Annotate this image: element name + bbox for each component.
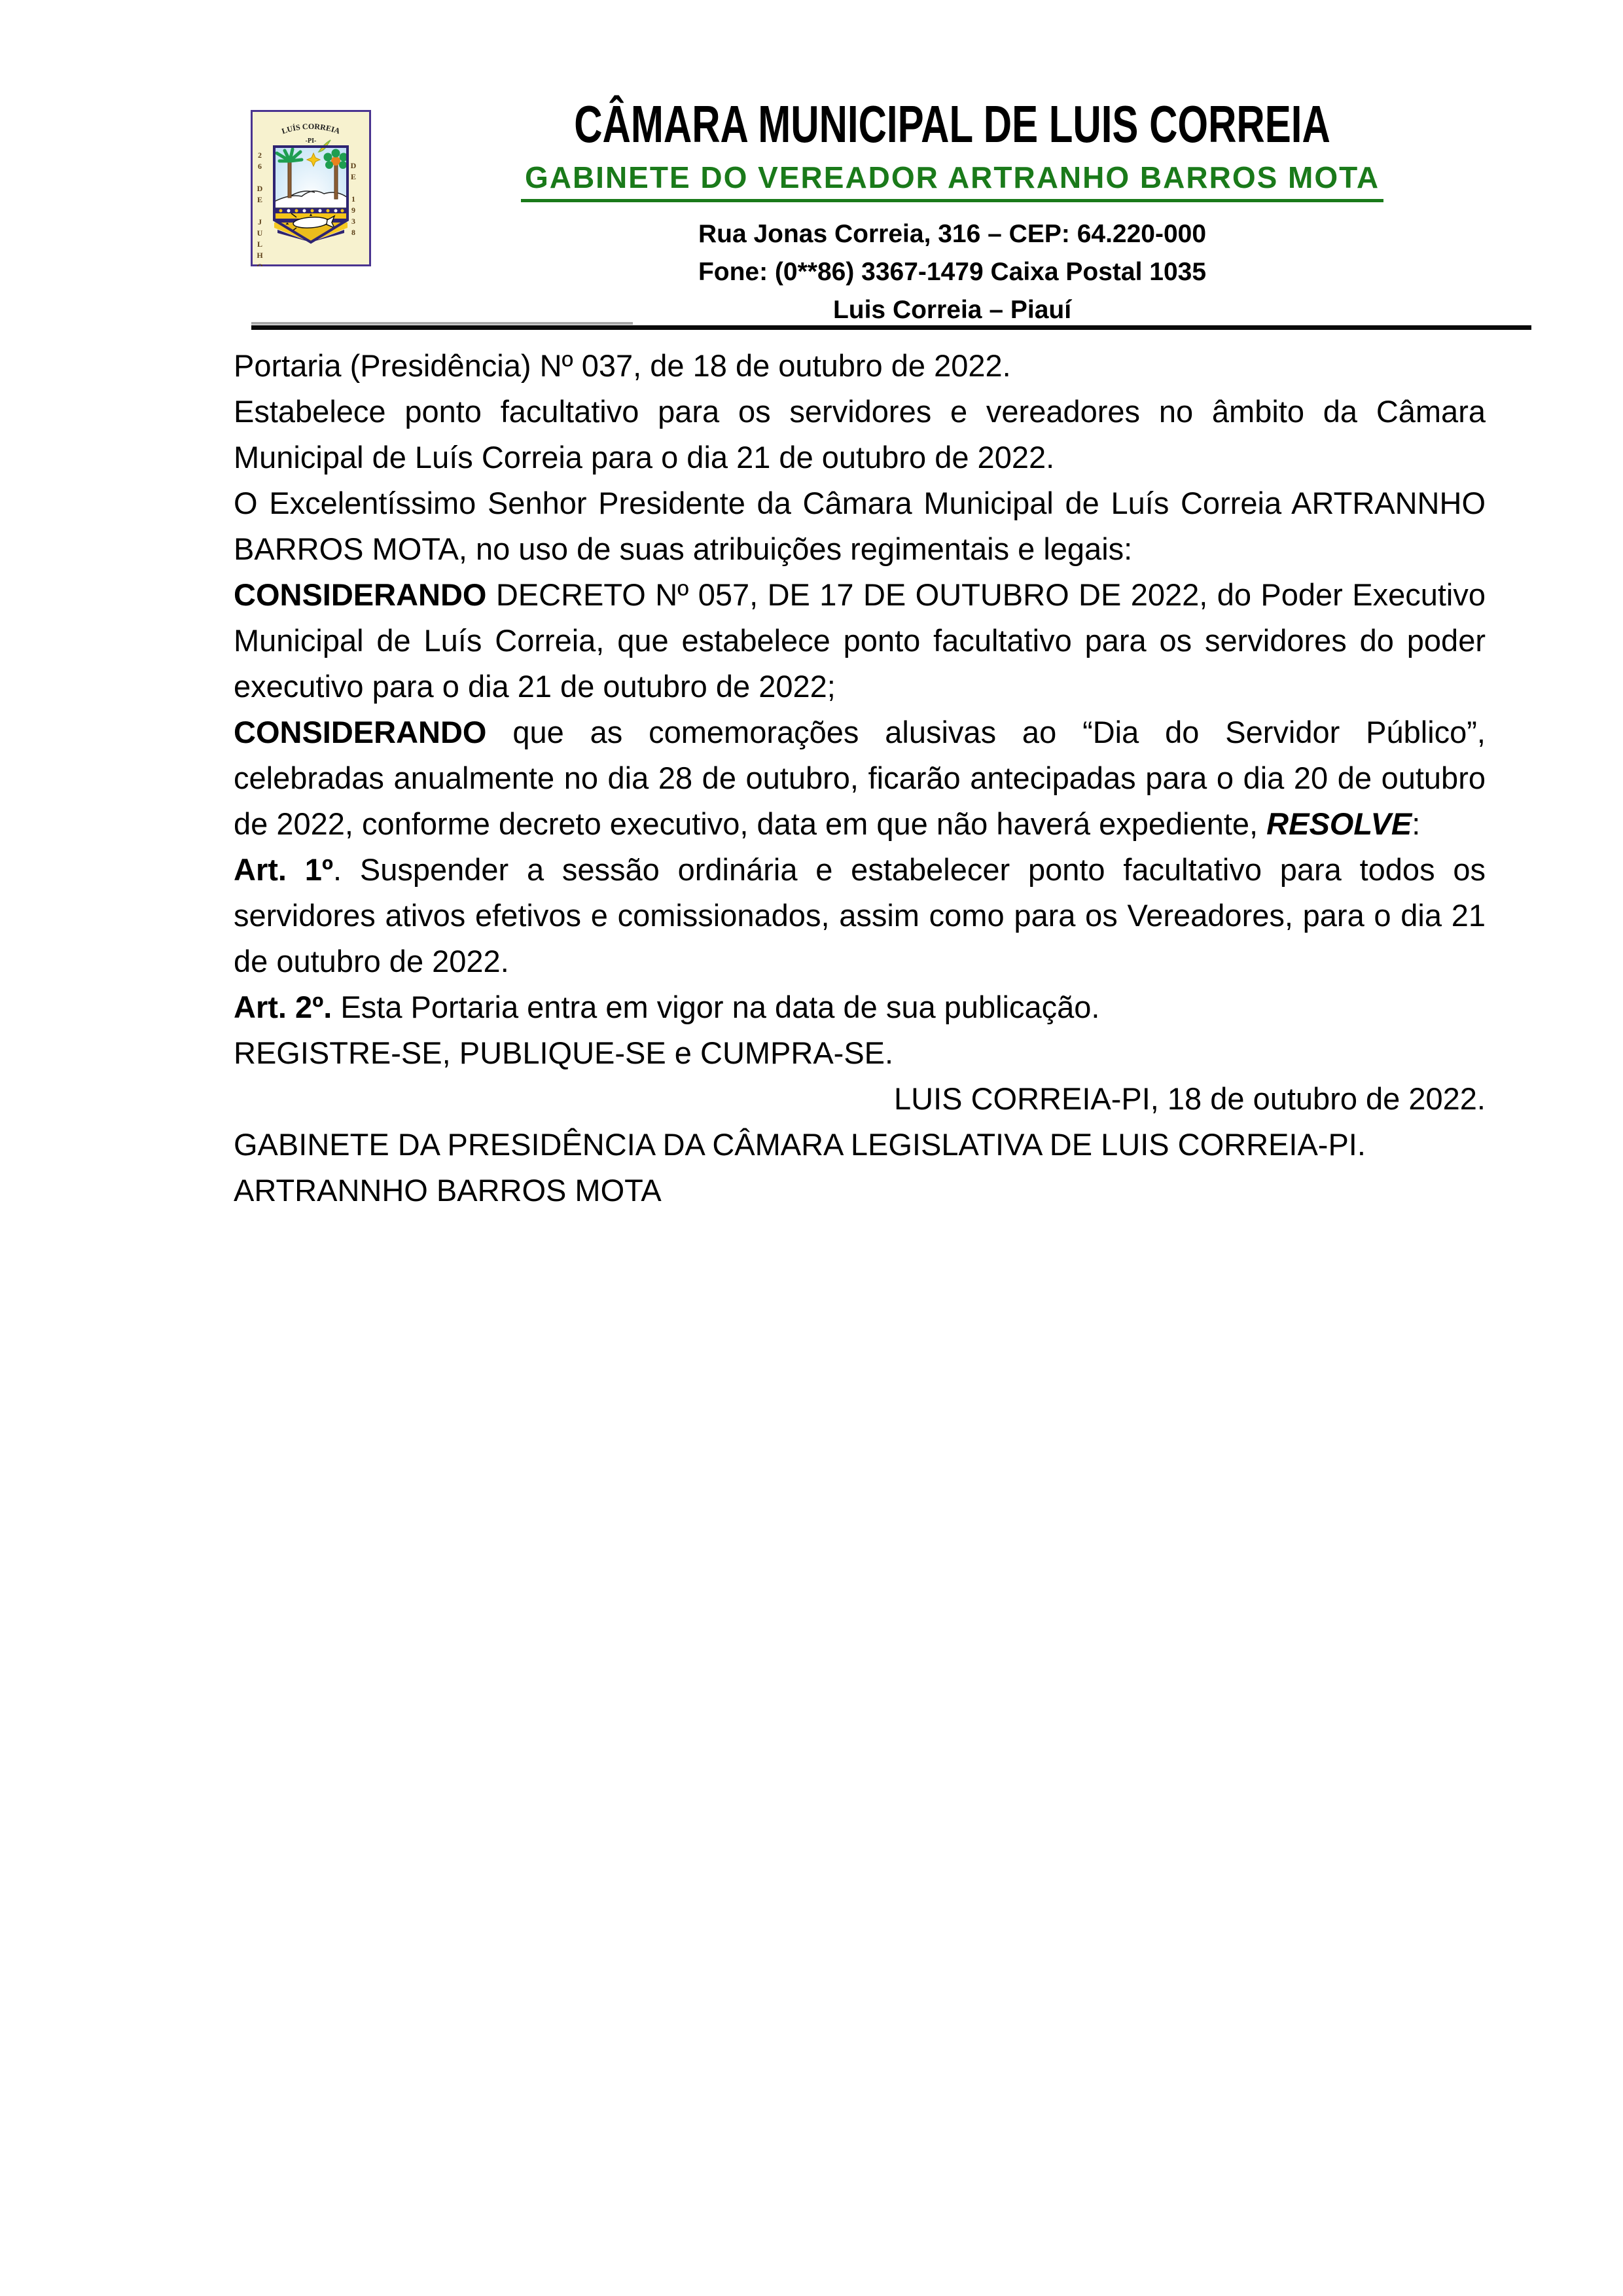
text-run: CONSIDERANDO bbox=[234, 577, 487, 612]
paragraph-considerando-1 bbox=[234, 572, 1486, 709]
text-run: . Suspender a sessão ordinária e estabelecer ponto facultativo para todos os servidores ativos efetivos e comissionados, assim como para os Vereadores, para o dia 21 de outubro de 2022. bbox=[234, 852, 1486, 978]
signature-name: ARTRANNHO BARROS MOTA bbox=[234, 1173, 662, 1208]
text-run: DECRETO Nº 057, DE 17 DE OUTUBRO DE 2022, do Poder Executivo Municipal de Luís Correia, que estabelece ponto facultativo para os servidores do poder executivo para o dia 21 de outubro de 2022; bbox=[234, 577, 1486, 704]
summary-indented-block: Estabelece ponto facultativo para os servidores e vereadores no âmbito da Câmara Municipal de Luís Correia para o dia 21 de outubro de 2022. bbox=[234, 394, 1486, 475]
office-subtitle-wrap bbox=[393, 161, 1512, 202]
text-run: que as comemorações alusivas ao “Dia do Servidor Público”, celebradas anualmente no dia 28 de outubro, ficarão antecipadas para o dia 20 de outubro de 2022, conforme decreto executivo, data em que não haverá expediente, bbox=[234, 715, 1486, 841]
header-divider-rule bbox=[251, 325, 1531, 330]
address-line-1: Rua Jonas Correia, 316 – CEP: 64.220-000 bbox=[698, 220, 1207, 248]
logo-right-date: DE 1938 bbox=[349, 161, 358, 239]
address-line-3: Luis Correia – Piauí bbox=[832, 296, 1072, 324]
text-run: CONSIDERANDO bbox=[234, 715, 487, 749]
letterhead-text bbox=[393, 97, 1512, 329]
coat-of-arms bbox=[251, 110, 371, 266]
text-run: : bbox=[1412, 806, 1421, 841]
logo-left-date: 26 DE JULHO bbox=[255, 151, 264, 266]
place-and-date-line: LUIS CORREIA-PI, 18 de outubro de 2022. bbox=[894, 1081, 1486, 1116]
cabinet-line: GABINETE DA PRESIDÊNCIA DA CÂMARA LEGISLATIVA DE LUIS CORREIA-PI. bbox=[234, 1127, 1366, 1162]
text-run: Art. 1º bbox=[234, 852, 334, 887]
header-divider-gray-segment bbox=[251, 322, 633, 325]
shield bbox=[274, 140, 348, 242]
text-run: RESOLVE bbox=[1266, 806, 1412, 841]
address-line-2: Fone: (0**86) 3367-1479 Caixa Postal 1035 bbox=[698, 258, 1207, 286]
coat-of-arms-icon bbox=[251, 110, 371, 266]
paragraph-opening bbox=[234, 480, 1486, 572]
paragraph-considerando-2 bbox=[234, 709, 1486, 847]
logo-motto-arc: LUÍS CORREIA bbox=[280, 121, 342, 136]
paragraph-article-1 bbox=[234, 847, 1486, 984]
office-subtitle: GABINETE DO VEREADOR ARTRANHO BARROS MOTA bbox=[521, 161, 1383, 202]
logo-motto-pi: -PI- bbox=[305, 137, 317, 145]
closing-formula-line: REGISTRE-SE, PUBLIQUE-SE e CUMPRA-SE. bbox=[234, 1035, 894, 1070]
text-run: O Excelentíssimo Senhor Presidente da Câmara Municipal de Luís Correia ARTRANNHO BARROS MOTA, no uso de suas atribuições regimentais e legais: bbox=[234, 486, 1486, 566]
document-body bbox=[234, 343, 1486, 1213]
text-run: Art. 2º. bbox=[234, 990, 332, 1024]
portaria-reference-line: Portaria (Presidência) Nº 037, de 18 de outubro de 2022. bbox=[234, 348, 1011, 383]
text-run: Esta Portaria entra em vigor na data de sua publicação. bbox=[332, 990, 1100, 1024]
letterhead bbox=[0, 0, 1623, 340]
paragraph-article-2 bbox=[234, 984, 1486, 1030]
organization-title: CÂMARA MUNICIPAL DE LUIS CORREIA bbox=[574, 95, 1330, 153]
